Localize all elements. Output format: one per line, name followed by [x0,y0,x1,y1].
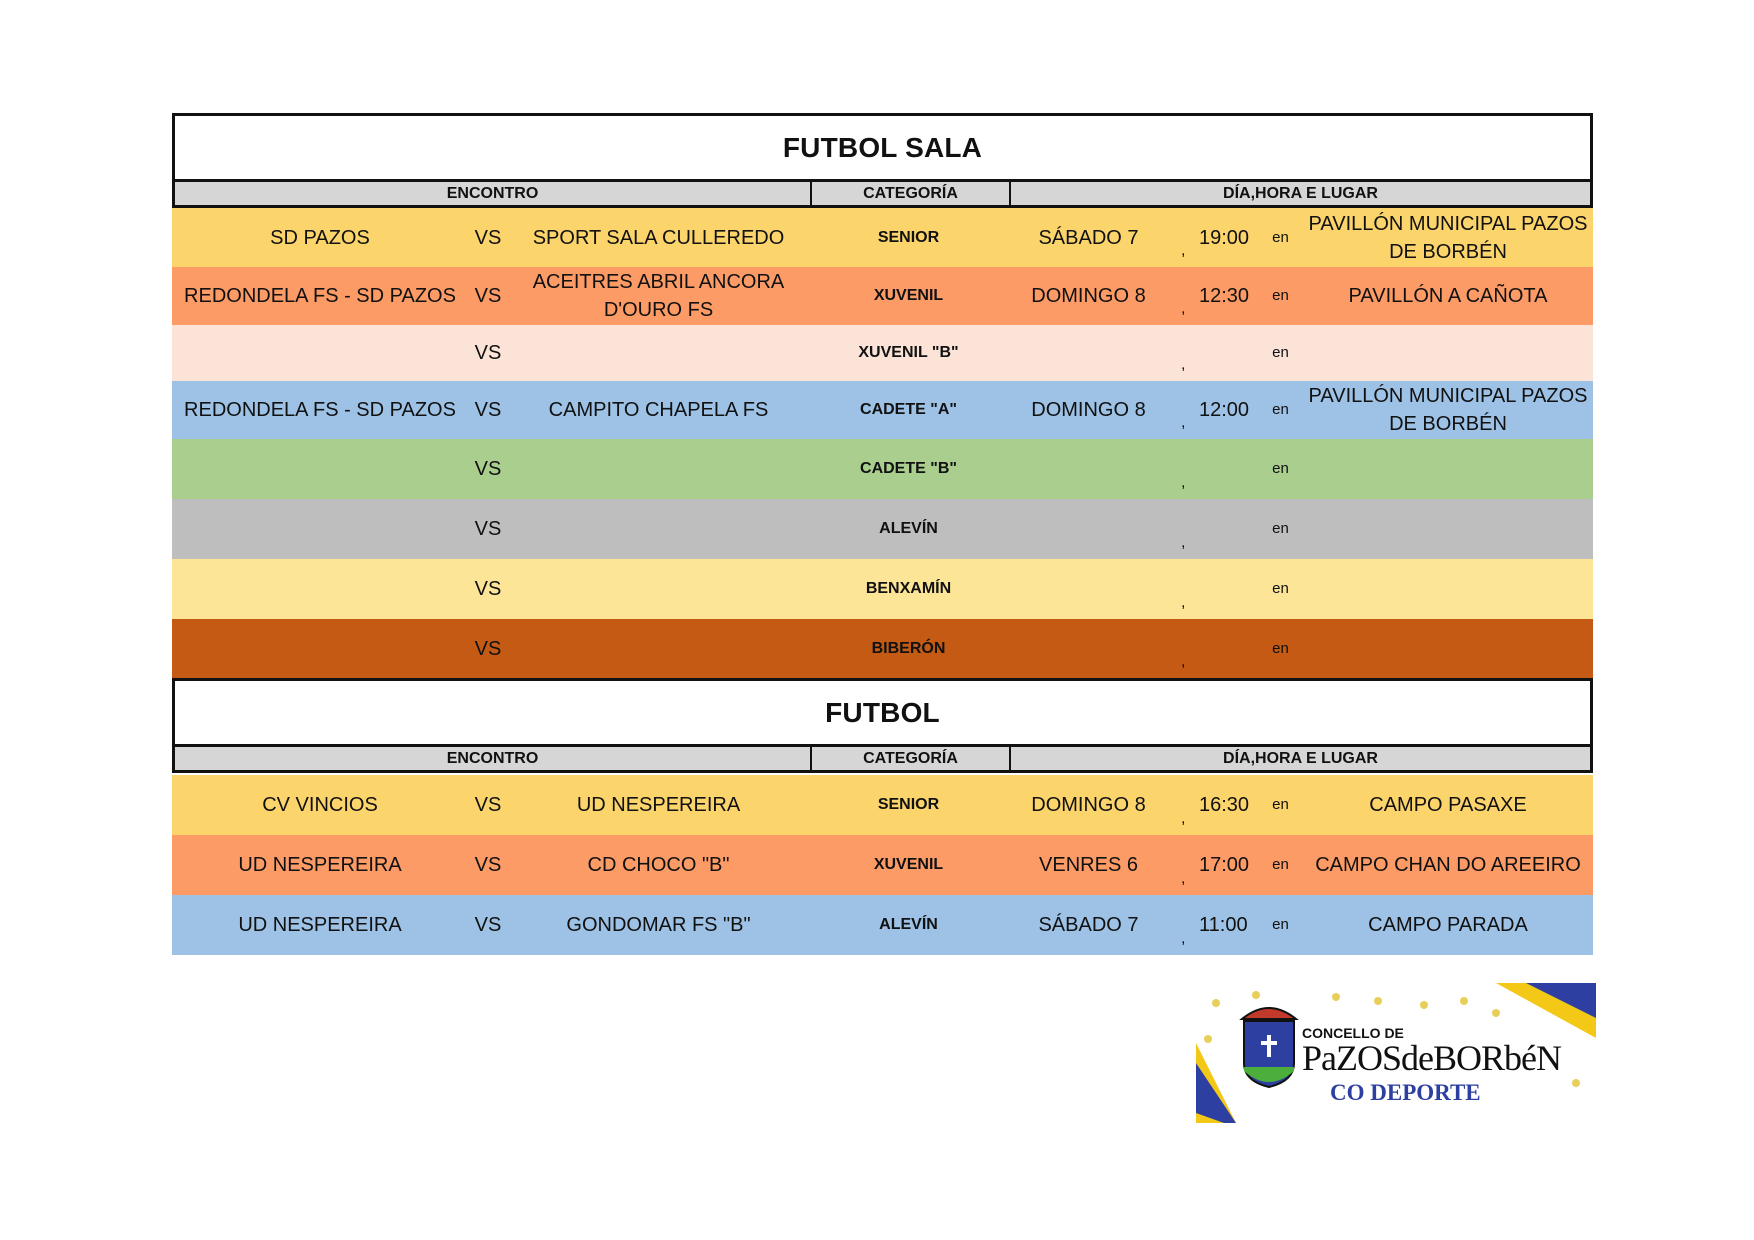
comma [1169,559,1199,619]
header-dia-hora-lugar: DÍA,HORA E LUGAR [1223,184,1378,202]
comma [1169,619,1199,678]
en-label: en [1272,639,1289,657]
category: BENXAMÍN [865,580,952,597]
table-row [172,499,1593,559]
comma [1169,775,1199,835]
match-day: VENRES 6 [1039,854,1138,876]
comma-mark: , [1181,534,1186,551]
table-row [172,619,1593,678]
table-row [172,895,1593,955]
comma [1169,895,1199,955]
category: XUVENIL "B" [858,344,959,361]
table-body [172,775,1593,955]
match-time: 12:00 [1199,399,1250,421]
table-header [172,182,1593,208]
comma-mark: , [1181,930,1186,947]
table-row [172,208,1593,267]
away-team: SPORT SALA CULLEREDO [532,226,785,249]
comma-mark: , [1181,356,1186,373]
match-day: DOMINGO 8 [1031,399,1146,421]
en-label: en [1272,856,1289,873]
home-team: UD NESPEREIRA [238,854,402,876]
match-time: 12:30 [1199,285,1250,307]
table-row [172,559,1593,619]
category: SENIOR [877,796,940,813]
comma [1169,439,1199,499]
logo-line-2: PaZOSdeBORbéN [1302,1038,1561,1078]
vs-label: VS [474,285,502,307]
away-team: ACEITRES ABRIL ANCORA D'OURO FS [532,271,785,321]
home-team: UD NESPEREIRA [238,914,402,936]
match-time: 16:30 [1199,794,1250,816]
vs-label: VS [474,578,502,600]
category: CADETE "A" [860,401,957,418]
comma-mark: , [1181,414,1186,431]
section-title: FUTBOL SALA [172,113,1593,182]
concello-logo [1196,983,1596,1123]
table-row [172,775,1593,835]
comma-mark: , [1181,474,1186,491]
vs-label: VS [474,518,502,540]
section-futbol-sala [172,113,1593,678]
venue: PAVILLÓN MUNICIPAL PAZOS DE BORBÉN [1308,212,1588,263]
comma-mark: , [1181,300,1186,317]
vs-label: VS [474,342,502,364]
comma-mark: , [1181,242,1186,259]
category: ALEVÍN [879,520,938,537]
en-label: en [1272,460,1289,477]
vs-label: VS [474,399,502,421]
section-title: FUTBOL [172,678,1593,747]
vs-label: VS [474,914,502,936]
match-day: DOMINGO 8 [1031,794,1146,816]
home-team: REDONDELA FS - SD PAZOS [184,285,456,307]
match-day: SÁBADO 7 [1038,226,1139,249]
vs-label: VS [474,458,502,480]
table-row [172,267,1593,325]
comma-mark: , [1181,870,1186,887]
match-time: 19:00 [1199,226,1250,249]
table-row [172,835,1593,895]
comma [1169,499,1199,559]
en-label: en [1272,344,1289,361]
venue: CAMPO PASAXE [1369,794,1527,816]
en-label: en [1272,228,1289,246]
section-futbol [172,678,1593,955]
match-time: 17:00 [1199,854,1250,876]
logo-line-3: CO DEPORTE [1330,1080,1481,1105]
away-team: CD CHOCO "B" [587,854,730,876]
away-team: GONDOMAR FS "B" [566,914,751,936]
venue: CAMPO CHAN DO AREEIRO [1315,854,1581,876]
category: XUVENIL [873,287,944,304]
match-day: DOMINGO 8 [1031,285,1146,307]
vs-label: VS [474,226,502,249]
logo-line-1: CONCELLO DE [1302,1025,1404,1041]
table-row [172,439,1593,499]
category: BIBERÓN [871,639,946,657]
comma [1169,267,1199,325]
match-day: SÁBADO 7 [1038,914,1139,936]
en-label: en [1272,287,1289,304]
venue: PAVILLÓN MUNICIPAL PAZOS DE BORBÉN [1308,385,1588,435]
schedule-sheet [172,113,1593,955]
en-label: en [1272,580,1289,597]
comma-mark: , [1181,653,1186,670]
comma [1169,208,1199,267]
match-time: 11:00 [1199,914,1248,936]
en-label: en [1272,796,1289,813]
venue: CAMPO PARADA [1368,914,1528,936]
table-row [172,325,1593,381]
comma [1169,835,1199,895]
away-team: UD NESPEREIRA [576,794,741,816]
vs-label: VS [474,794,502,816]
category: ALEVÍN [879,916,938,933]
comma-mark: , [1181,810,1186,827]
home-team: REDONDELA FS - SD PAZOS [184,399,456,421]
comma [1169,381,1199,439]
table-header [172,747,1593,773]
away-team: CAMPITO CHAPELA FS [548,399,769,421]
category: CADETE "B" [860,460,957,477]
category: XUVENIL [873,856,944,873]
en-label: en [1272,520,1289,537]
header-categoria: CATEGORÍA [812,747,1011,770]
table-row [172,381,1593,439]
category: SENIOR [877,228,940,246]
vs-label: VS [474,854,502,876]
home-team: SD PAZOS [270,226,370,249]
comma-mark: , [1181,594,1186,611]
vs-label: VS [474,637,502,660]
en-label: en [1272,916,1289,933]
header-encontro: ENCONTRO [175,747,812,770]
header-categoria: CATEGORÍA [812,182,1011,205]
en-label: en [1272,401,1289,418]
venue: PAVILLÓN A CAÑOTA [1348,285,1548,307]
comma [1169,325,1199,381]
header-encontro: ENCONTRO [175,182,812,205]
home-team: CV VINCIOS [262,794,378,816]
header-dia-hora-lugar: DÍA,HORA E LUGAR [1223,749,1378,767]
table-body [172,208,1593,678]
